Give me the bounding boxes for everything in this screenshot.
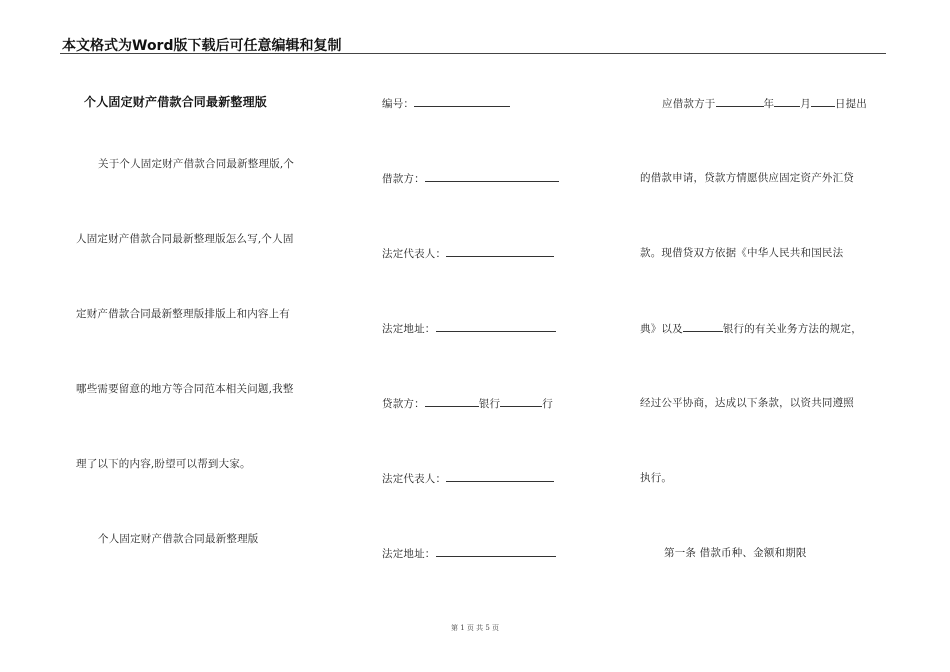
- body-line-5: 经过公平协商，达成以下条款，以资共同遵照: [640, 397, 854, 409]
- body-line-6: 执行。: [640, 472, 673, 484]
- blank-line: [683, 320, 723, 332]
- blank-line: [425, 395, 479, 407]
- contract-subtitle: 个人固定财产借款合同最新整理版: [98, 533, 259, 545]
- blank-line: [446, 245, 554, 257]
- field-label: 贷款方：: [382, 398, 425, 410]
- intro-line-2: 人固定财产借款合同最新整理版怎么写,个人固: [76, 233, 294, 245]
- field-borrower: [382, 170, 559, 186]
- field-legal-representative: [382, 245, 554, 261]
- blank-line: [811, 95, 835, 107]
- field-label: 法定代表人：: [382, 248, 447, 260]
- blank-line: [446, 470, 554, 482]
- body-text: 银行的有关业务方法的规定，: [722, 323, 862, 335]
- document-header: 本文格式为Word版下载后可任意编辑和复制: [62, 38, 342, 54]
- header-divider: [60, 53, 886, 54]
- field-label: 法定地址：: [382, 323, 436, 335]
- blank-line: [774, 95, 800, 107]
- blank-line: [500, 395, 542, 407]
- intro-line-4: 哪些需要留意的地方等合同范本相关问题,我整: [76, 383, 294, 395]
- field-legal-representative-2: [382, 470, 554, 486]
- field-label: 编号：: [382, 98, 415, 110]
- field-legal-address-2: [382, 545, 556, 561]
- page-footer: 第 1 页 共 5 页: [450, 624, 500, 632]
- section-heading: 第一条 借款币种、金额和期限: [664, 547, 807, 559]
- body-text: 应借款方于: [662, 98, 716, 110]
- body-line-4: [640, 320, 862, 336]
- blank-line: [716, 95, 764, 107]
- field-label: 法定代表人：: [382, 473, 447, 485]
- intro-line-5: 理了以下的内容,盼望可以帮到大家。: [76, 458, 251, 470]
- blank-line: [436, 545, 556, 557]
- field-label: 法定地址：: [382, 548, 436, 560]
- blank-line: [436, 320, 556, 332]
- intro-line-3: 定财产借款合同最新整理版排版上和内容上有: [76, 308, 290, 320]
- field-contract-number: [382, 95, 510, 111]
- blank-line: [414, 95, 510, 107]
- field-bank-text: 银行: [478, 398, 501, 410]
- field-label: 借款方：: [382, 173, 425, 185]
- field-lender: [382, 395, 553, 411]
- document-title: 个人固定财产借款合同最新整理版: [84, 95, 268, 109]
- body-line-1: [662, 95, 867, 111]
- intro-line-1: 关于个人固定财产借款合同最新整理版,个: [98, 158, 295, 170]
- body-line-3: 款。现借贷双方依据《中华人民共和国民法: [640, 247, 844, 259]
- body-text: 年: [763, 98, 775, 110]
- body-text: 典》以及: [640, 323, 683, 335]
- body-text: 月: [800, 98, 811, 110]
- body-line-2: 的借款申请，贷款方情愿供应固定资产外汇贷: [640, 172, 854, 184]
- blank-line: [425, 170, 559, 182]
- field-branch-text: 行: [542, 398, 553, 410]
- body-text: 日提出: [834, 98, 868, 110]
- field-legal-address: [382, 320, 556, 336]
